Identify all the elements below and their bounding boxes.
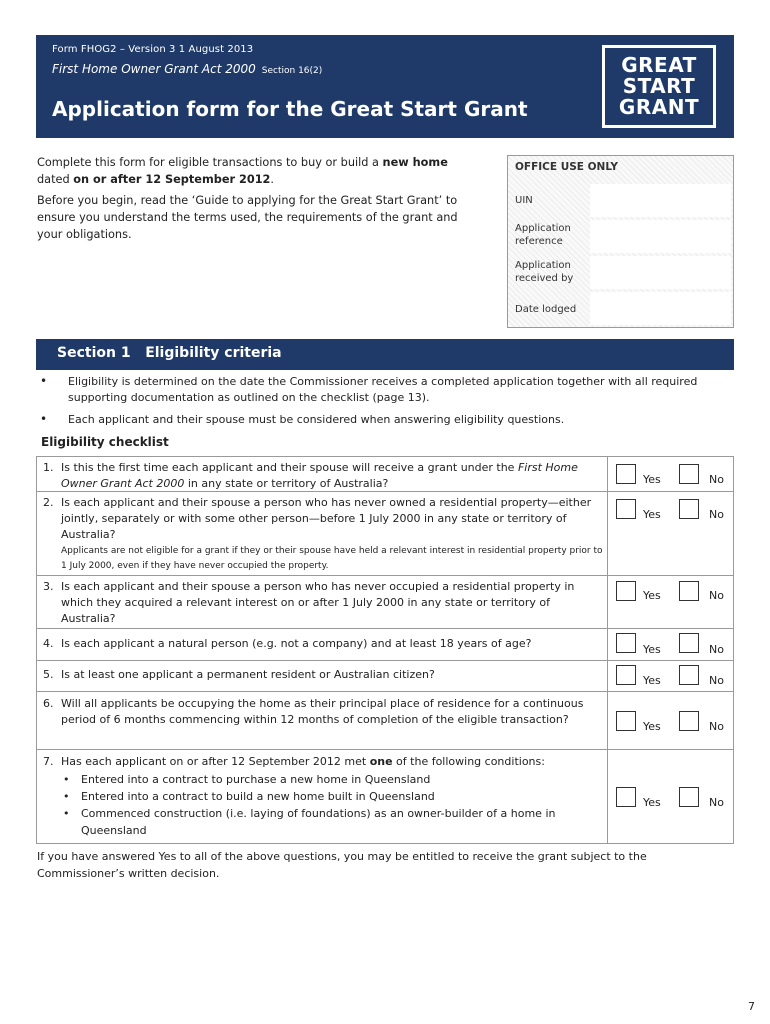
eligibility-result-note: If you have answered Yes to all of the above questions, you may be entitled to receive the grant subject to the Commissioner’s written decision. [37,850,647,880]
q7-yes-checkbox[interactable] [616,787,636,807]
q4-yes-checkbox[interactable] [616,633,636,653]
question-number: 7. [43,755,54,768]
question-text [61,754,603,770]
no-label: No [709,643,724,656]
yes-label: Yes [643,643,661,656]
question-text [61,460,603,492]
checklist-row-3 [37,576,733,628]
checklist-row-6 [37,692,733,749]
act-name-italic: First Home Owner Grant Act 2000 [61,461,578,490]
q4-no-checkbox[interactable] [679,633,699,653]
question-text-part: in any state or territory of Australia? [184,477,389,490]
act-name: First Home Owner Grant Act 2000 [52,62,256,76]
form-header [36,35,734,138]
question-note: Applicants are not eligible for a grant if they or their spouse have held a relevant interest in residential property prior to 1 July 2000, even if they have never occupied the property. [61,546,603,571]
bullet-marker: • [40,412,48,426]
logo-line-2: START [622,74,696,98]
question-number: 5. [43,668,54,681]
question-text-part: Has each applicant on or after 12 September 2012 met [61,755,370,768]
application-received-by-label: Application received by [515,260,574,284]
checklist-row-4 [37,629,733,660]
q7-no-checkbox[interactable] [679,787,699,807]
no-label: No [709,508,724,521]
intro-text: Complete this form for eligible transactions to buy or build a [37,156,383,169]
q5-no-checkbox[interactable] [679,665,699,685]
q2-yes-checkbox[interactable] [616,499,636,519]
question-text: Is each applicant and their spouse a person who has never occupied a residential property in which they acquired a relevant interest on or after 1 July 2000 in any state or territory of Australia? [61,580,575,625]
no-label: No [709,720,724,733]
section-1-heading [36,339,734,370]
date-lodged-field[interactable] [590,292,731,325]
question-number: 2. [43,496,54,509]
question-text: Will all applicants be occupying the home as their principal place of residence for a continuous period of 6 months commencing within 12 months of completion of the eligible transaction? [61,697,584,726]
q5-yes-checkbox[interactable] [616,665,636,685]
uin-label: UIN [515,195,533,206]
page-number: 7 [748,1000,755,1013]
uin-field[interactable] [590,184,731,217]
eligibility-checklist-heading: Eligibility checklist [41,435,169,449]
intro-text: . [270,173,275,186]
question-text-part: Is this the first time each applicant and their spouse will receive a grant under the [61,461,518,474]
q6-no-checkbox[interactable] [679,711,699,731]
intro-paragraph-2: Before you begin, read the ‘Guide to applying for the Great Start Grant’ to ensure you understand the terms used, the requirements of the grant and your obligations. [37,194,458,241]
date-lodged-label: Date lodged [515,304,577,315]
question-text: Is at least one applicant a permanent resident or Australian citizen? [61,668,435,681]
no-label: No [709,796,724,809]
great-start-grant-logo [602,45,716,128]
condition-item: • Entered into a contract to purchase a new home in Queensland [61,771,603,788]
checklist-row-5 [37,661,733,691]
application-reference-label: Application reference [515,223,571,247]
intro-paragraph-1 [37,154,477,188]
question-text: Is each applicant and their spouse a person who has never owned a residential property—either jointly, separately or with some other person—before 1 July 2000 in any state or territory of Australia? [61,496,592,541]
yes-label: Yes [643,589,661,602]
question-number: 3. [43,580,54,593]
section-1-title: Section 1 Eligibility criteria [57,345,282,361]
intro-text: dated [37,173,74,186]
question-number: 6. [43,697,54,710]
question-text-bold: one [369,755,393,768]
condition-item: • Entered into a contract to build a new home built in Queensland [61,788,603,805]
eligibility-note-1: Eligibility is determined on the date the Commissioner receives a completed application together with all required supporting documentation as outlined on the checklist (page 13). [68,375,698,404]
checklist-row-1 [37,457,733,491]
yes-label: Yes [643,473,661,486]
logo-line-3: GRANT [618,95,700,119]
yes-label: Yes [643,508,661,521]
question-text-part: of the following conditions: [392,755,545,768]
checklist-row-7 [37,750,733,843]
logo-line-1: GREAT [621,53,697,77]
office-use-box [507,155,734,328]
yes-label: Yes [643,796,661,809]
no-label: No [709,589,724,602]
yes-label: Yes [643,720,661,733]
eligibility-note-2: Each applicant and their spouse must be considered when answering eligibility questions. [68,413,565,426]
bullet-marker: • [40,374,48,388]
intro-bold-date: on or after 12 September 2012 [73,173,271,186]
checklist-row-2 [37,492,733,575]
conditions-list [61,771,603,839]
act-section: Section 16(2) [261,66,323,76]
q1-yes-checkbox[interactable] [616,464,636,484]
q2-no-checkbox[interactable] [679,499,699,519]
office-use-title: OFFICE USE ONLY [515,161,619,173]
no-label: No [709,473,724,486]
intro-bold-new-home: new home [382,156,448,169]
act-reference [52,62,322,76]
condition-item: • Commenced construction (i.e. laying of foundations) as an owner-builder of a home in Queensland [61,805,603,839]
question-number: 1. [43,461,54,474]
yes-label: Yes [643,674,661,687]
application-received-by-field[interactable] [590,256,731,289]
eligibility-checklist-table [36,456,734,844]
q1-no-checkbox[interactable] [679,464,699,484]
page-title: Application form for the Great Start Grant [52,97,528,121]
question-text: Is each applicant a natural person (e.g. not a company) and at least 18 years of age? [61,637,532,650]
q6-yes-checkbox[interactable] [616,711,636,731]
form-version: Form FHOG2 – Version 3 1 August 2013 [52,44,254,55]
question-number: 4. [43,637,54,650]
no-label: No [709,674,724,687]
q3-yes-checkbox[interactable] [616,581,636,601]
application-reference-field[interactable] [590,220,731,253]
q3-no-checkbox[interactable] [679,581,699,601]
